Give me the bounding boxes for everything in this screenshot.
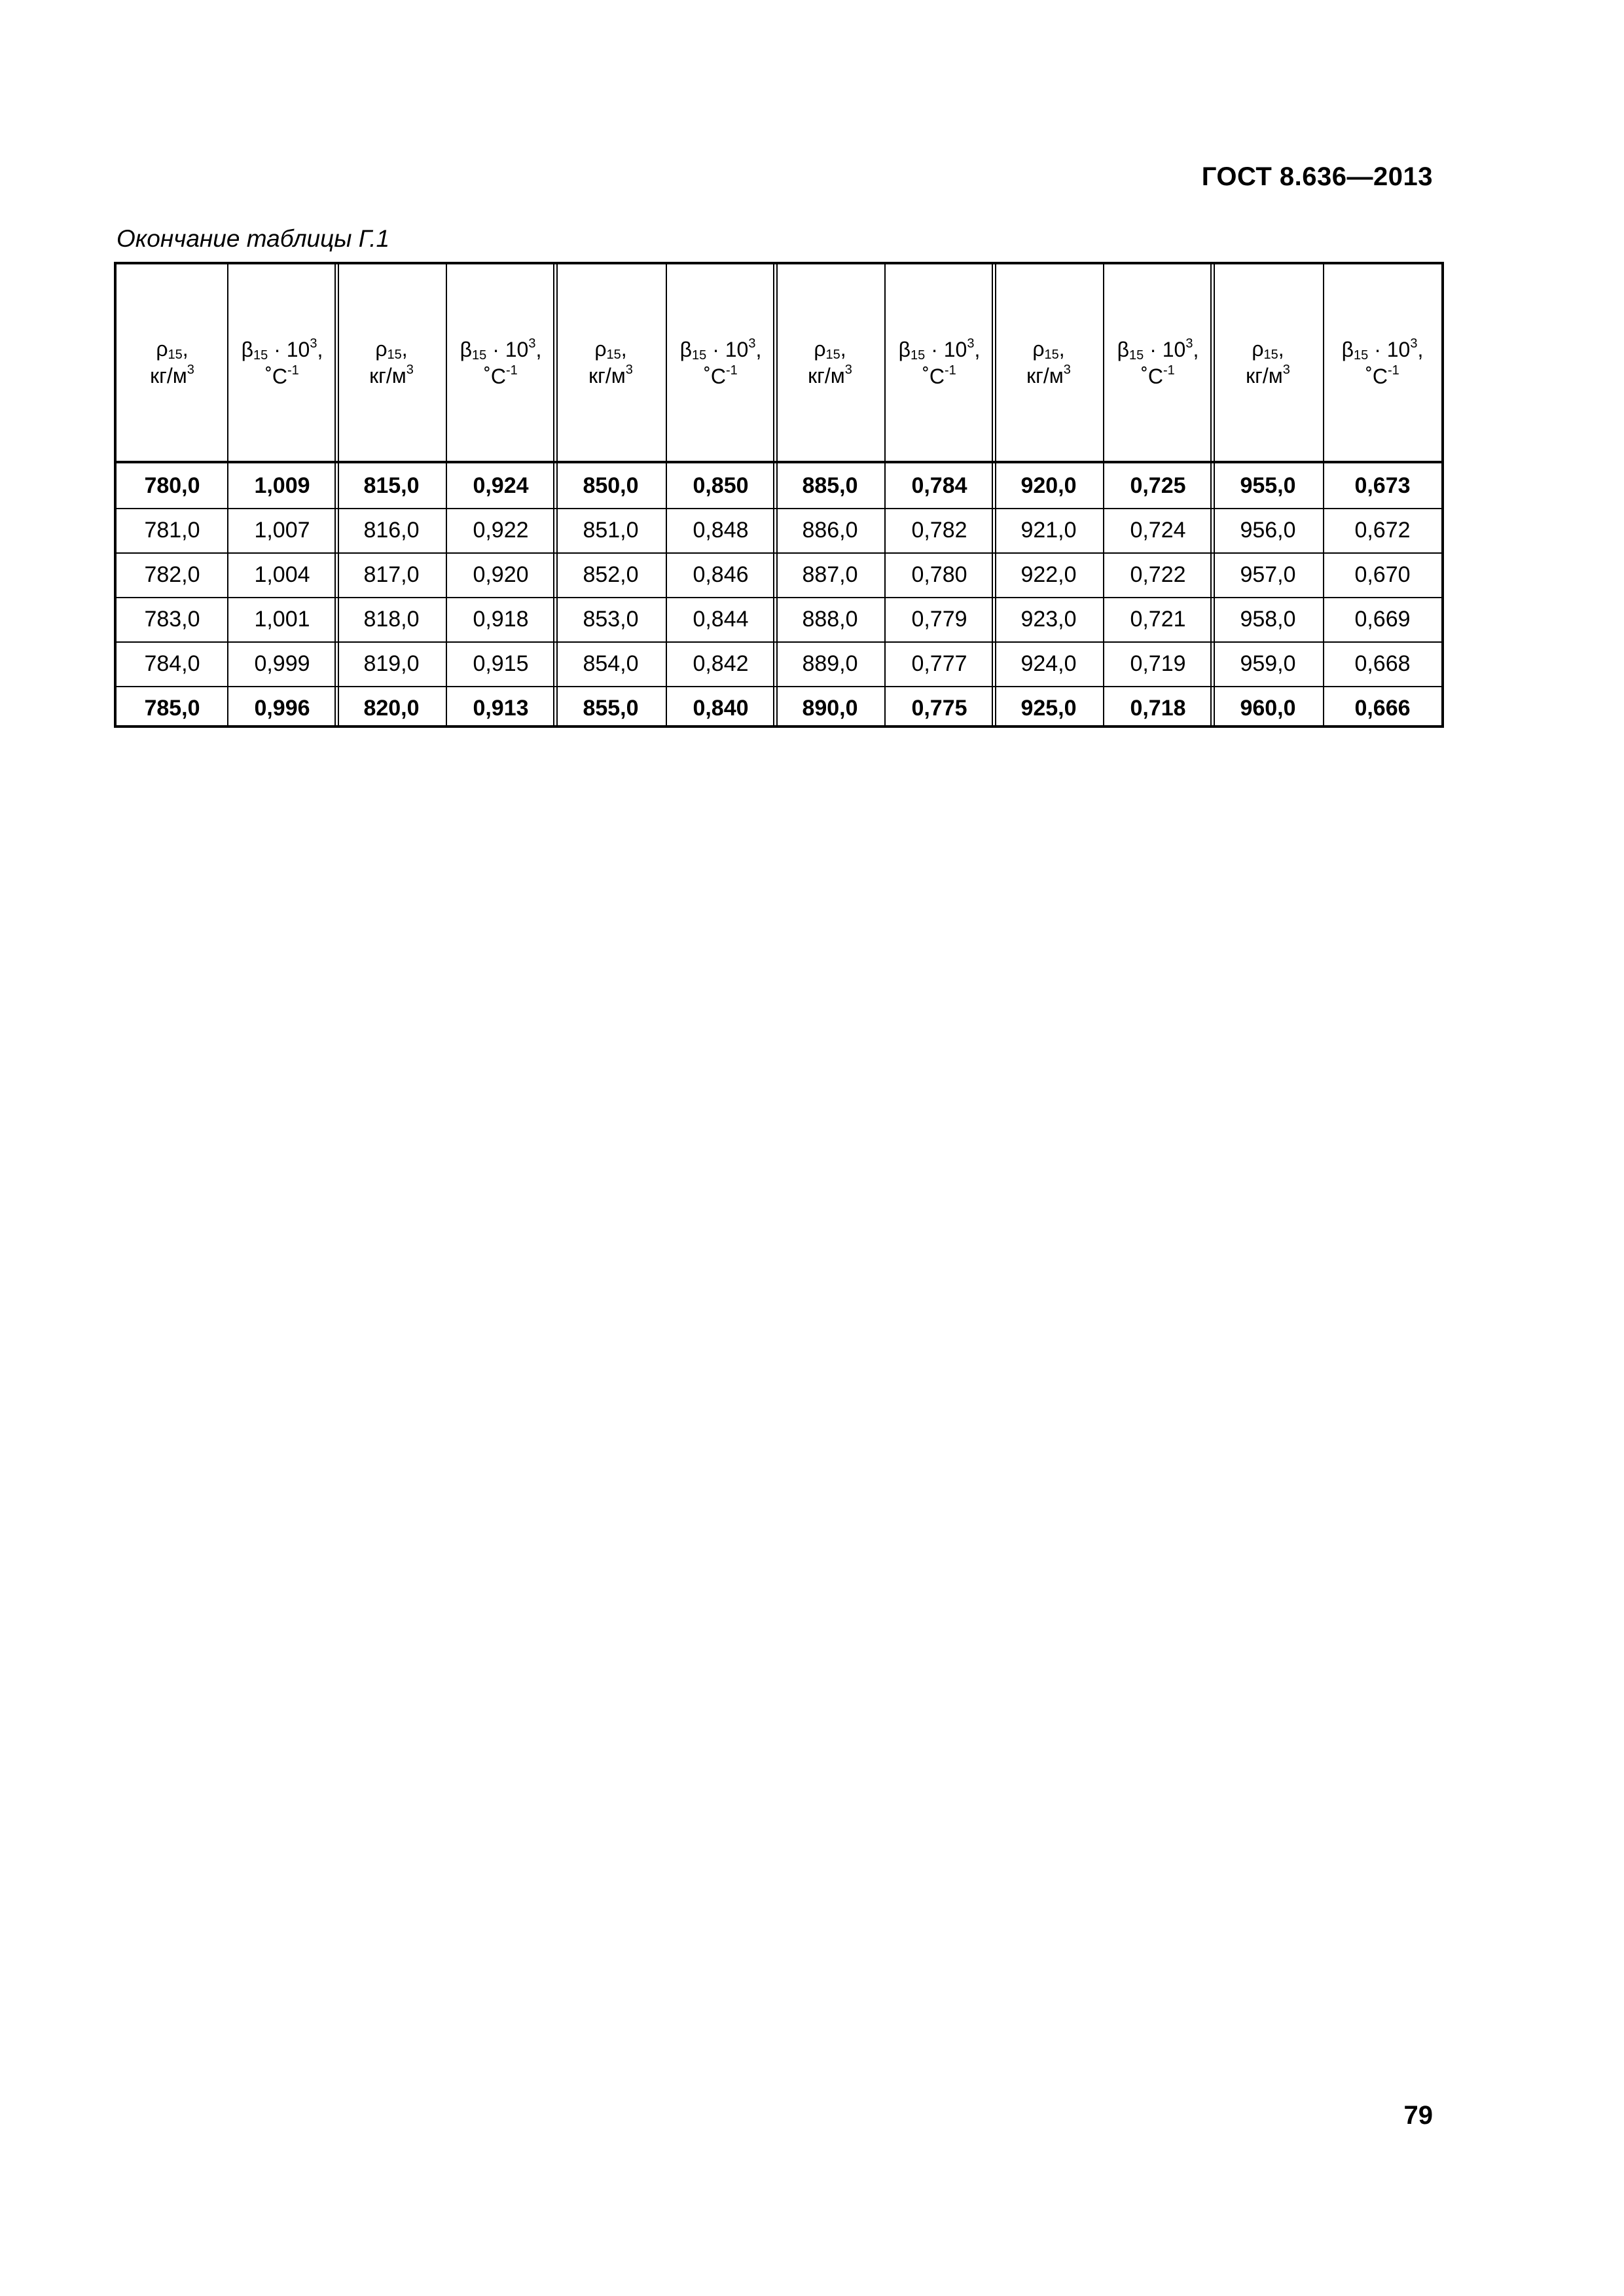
header-expansion-coefficient: $\beta_{15} \cdot 10^3$, $˚C^{-1}$ xyxy=(898,336,981,389)
density-cell: 855,0 xyxy=(583,695,639,721)
density-cell: 819,0 xyxy=(363,651,420,676)
density-cell: 885,0 xyxy=(802,473,858,498)
coefficient-cell: 0,775 xyxy=(911,695,967,721)
header-density: $\rho_{15}$, $кг/м^3$ xyxy=(1026,337,1071,388)
header-density: $\rho_{15}$, $кг/м^3$ xyxy=(150,337,194,388)
density-cell: 956,0 xyxy=(1240,517,1296,543)
coefficient-cell: 0,848 xyxy=(693,517,749,543)
coefficient-cell: 1,007 xyxy=(254,517,310,543)
density-cell: 920,0 xyxy=(1020,473,1077,498)
density-cell: 783,0 xyxy=(144,606,200,632)
coefficient-cell: 0,725 xyxy=(1130,473,1186,498)
table-caption: Окончание таблицы Г.1 xyxy=(117,225,390,252)
coefficient-cell: 0,844 xyxy=(693,606,749,632)
coefficient-cell: 0,777 xyxy=(911,651,967,676)
density-cell: 921,0 xyxy=(1020,517,1077,543)
density-expansion-table xyxy=(114,262,1444,728)
coefficient-cell: 0,780 xyxy=(911,562,967,587)
density-cell: 958,0 xyxy=(1240,606,1296,632)
coefficient-cell: 0,850 xyxy=(693,473,749,498)
density-cell: 782,0 xyxy=(144,562,200,587)
coefficient-cell: 0,669 xyxy=(1354,606,1411,632)
density-cell: 890,0 xyxy=(802,695,858,721)
header-density: $\rho_{15}$, $кг/м^3$ xyxy=(808,337,852,388)
coefficient-cell: 0,670 xyxy=(1354,562,1411,587)
density-cell: 955,0 xyxy=(1240,473,1296,498)
coefficient-cell: 0,782 xyxy=(911,517,967,543)
density-cell: 820,0 xyxy=(363,695,420,721)
coefficient-cell: 0,840 xyxy=(693,695,749,721)
density-cell: 781,0 xyxy=(144,517,200,543)
density-cell: 818,0 xyxy=(363,606,420,632)
density-cell: 852,0 xyxy=(583,562,639,587)
header-expansion-coefficient: $\beta_{15} \cdot 10^3$, $˚C^{-1}$ xyxy=(1341,336,1424,389)
header-density: $\rho_{15}$, $кг/м^3$ xyxy=(369,337,414,388)
coefficient-cell: 0,718 xyxy=(1130,695,1186,721)
coefficient-cell: 0,719 xyxy=(1130,651,1186,676)
density-cell: 851,0 xyxy=(583,517,639,543)
coefficient-cell: 1,001 xyxy=(254,606,310,632)
density-cell: 784,0 xyxy=(144,651,200,676)
coefficient-cell: 0,846 xyxy=(693,562,749,587)
density-cell: 785,0 xyxy=(144,695,200,721)
density-cell: 815,0 xyxy=(363,473,420,498)
coefficient-cell: 1,004 xyxy=(254,562,310,587)
density-cell: 960,0 xyxy=(1240,695,1296,721)
density-cell: 959,0 xyxy=(1240,651,1296,676)
density-cell: 853,0 xyxy=(583,606,639,632)
coefficient-cell: 0,913 xyxy=(473,695,529,721)
coefficient-cell: 0,666 xyxy=(1354,695,1411,721)
density-cell: 925,0 xyxy=(1020,695,1077,721)
density-cell: 922,0 xyxy=(1020,562,1077,587)
density-cell: 850,0 xyxy=(583,473,639,498)
header-expansion-coefficient: $\beta_{15} \cdot 10^3$, $˚C^{-1}$ xyxy=(1117,336,1199,389)
coefficient-cell: 0,668 xyxy=(1354,651,1411,676)
header-density: $\rho_{15}$, $кг/м^3$ xyxy=(588,337,633,388)
coefficient-cell: 0,842 xyxy=(693,651,749,676)
density-cell: 816,0 xyxy=(363,517,420,543)
coefficient-cell: 0,918 xyxy=(473,606,529,632)
density-cell: 923,0 xyxy=(1020,606,1077,632)
density-cell: 888,0 xyxy=(802,606,858,632)
header-density: $\rho_{15}$, $кг/м^3$ xyxy=(1246,337,1290,388)
coefficient-cell: 0,722 xyxy=(1130,562,1186,587)
document-code: ГОСТ 8.636—2013 xyxy=(1201,162,1433,191)
header-expansion-coefficient: $\beta_{15} \cdot 10^3$, $˚C^{-1}$ xyxy=(460,336,542,389)
coefficient-cell: 0,784 xyxy=(911,473,967,498)
page-number: 79 xyxy=(1403,2101,1433,2130)
density-cell: 780,0 xyxy=(144,473,200,498)
coefficient-cell: 0,924 xyxy=(473,473,529,498)
header-expansion-coefficient: $\beta_{15} \cdot 10^3$, $˚C^{-1}$ xyxy=(679,336,762,389)
coefficient-cell: 0,999 xyxy=(254,651,310,676)
header-expansion-coefficient: $\beta_{15} \cdot 10^3$, $˚C^{-1}$ xyxy=(241,336,323,389)
coefficient-cell: 0,996 xyxy=(254,695,310,721)
density-cell: 854,0 xyxy=(583,651,639,676)
coefficient-cell: 0,721 xyxy=(1130,606,1186,632)
coefficient-cell: 0,915 xyxy=(473,651,529,676)
density-cell: 886,0 xyxy=(802,517,858,543)
coefficient-cell: 0,672 xyxy=(1354,517,1411,543)
coefficient-cell: 0,922 xyxy=(473,517,529,543)
density-cell: 889,0 xyxy=(802,651,858,676)
density-cell: 924,0 xyxy=(1020,651,1077,676)
coefficient-cell: 1,009 xyxy=(254,473,310,498)
coefficient-cell: 0,779 xyxy=(911,606,967,632)
density-cell: 817,0 xyxy=(363,562,420,587)
density-cell: 957,0 xyxy=(1240,562,1296,587)
coefficient-cell: 0,724 xyxy=(1130,517,1186,543)
density-cell: 887,0 xyxy=(802,562,858,587)
coefficient-cell: 0,673 xyxy=(1354,473,1411,498)
coefficient-cell: 0,920 xyxy=(473,562,529,587)
